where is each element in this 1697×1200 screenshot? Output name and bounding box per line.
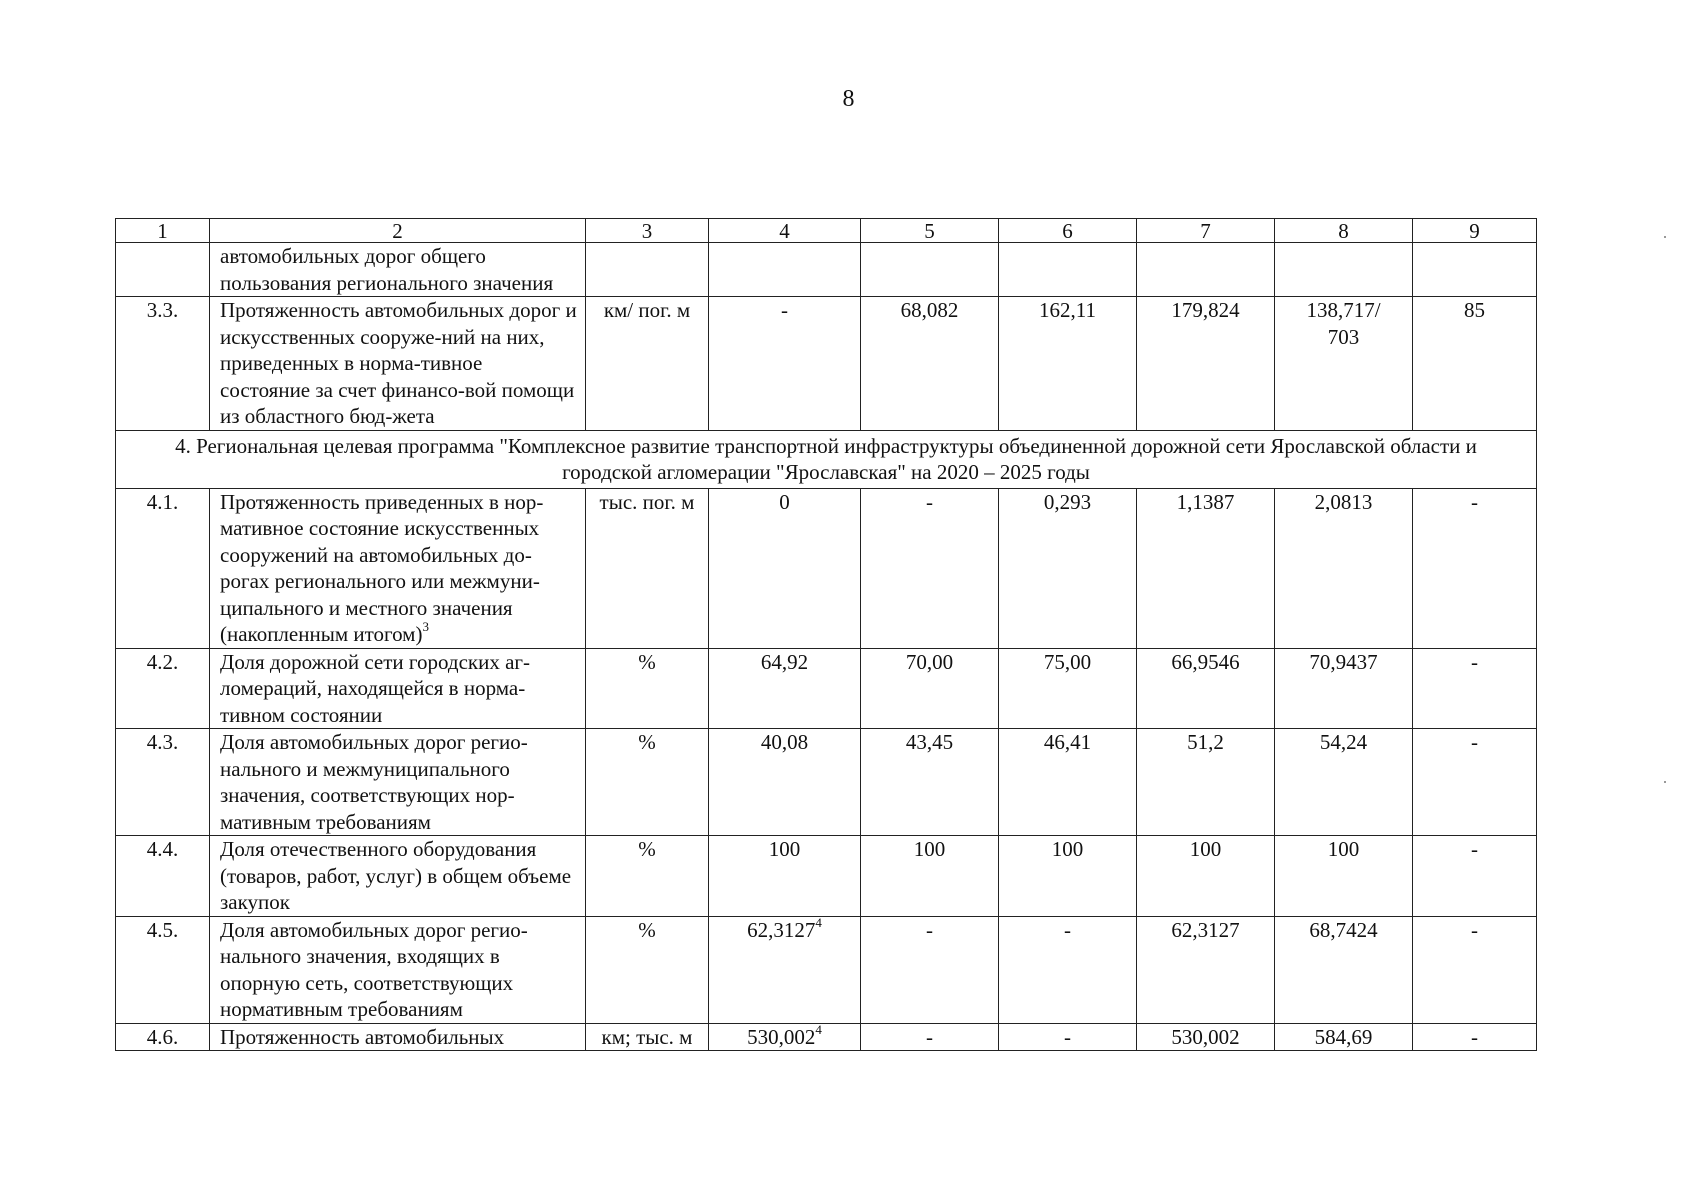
header-cell: 9 [1413,219,1537,243]
value-cell: 138,717/ 703 [1275,297,1413,431]
unit-cell: % [586,916,709,1023]
value-text: 62,3127 [747,917,816,942]
value-cell: 68,7424 [1275,916,1413,1023]
value-cell: 54,24 [1275,729,1413,836]
value-cell: 68,082 [861,297,999,431]
table-row [116,916,1537,1023]
footnote-mark: 4 [815,914,822,930]
table-row [116,836,1537,917]
scan-speck [1664,781,1666,783]
footnote-mark: 4 [815,1021,822,1037]
table-row [116,297,1537,431]
value-cell: - [861,916,999,1023]
table-row [116,488,1537,648]
unit-cell: % [586,836,709,917]
value-cell: 43,45 [861,729,999,836]
value-cell: 70,00 [861,648,999,729]
scan-speck [1664,236,1666,238]
row-number: 4.5. [116,916,210,1023]
row-number: 4.3. [116,729,210,836]
indicator-name: Доля автомобильных дорог регио-нального значения, входящих в опорную сеть, соответствующих нормативным требованиям [210,916,586,1023]
unit-cell [586,243,709,297]
indicators-table [115,218,1537,1051]
value-cell: - [999,916,1137,1023]
indicator-name [210,488,586,648]
value-cell [1137,243,1275,297]
value-cell: - [999,1023,1137,1051]
value-cell: 100 [1137,836,1275,917]
table-row [116,243,1537,297]
indicator-text: Протяженность приведенных в нор-мативное состояние искусственных сооружений на автомобильных до-рогах регионального или межмуни-ципального и местного значения (накопленным итогом) [220,489,544,646]
value-cell: 85 [1413,297,1537,431]
row-number [116,243,210,297]
unit-cell: % [586,729,709,836]
indicator-name: Доля автомобильных дорог регио-нального и межмуниципального значения, соответствующих нор-мативным требованиям [210,729,586,836]
section-title: 4. Региональная целевая программа "Комплексное развитие транспортной инфраструктуры объединенной дорожной сети Ярославской области и городской агломерации "Ярославская" на 2020 – 2025 годы [116,430,1537,488]
table-row [116,729,1537,836]
value-cell: 162,11 [999,297,1137,431]
value-cell: 100 [999,836,1137,917]
row-number: 4.6. [116,1023,210,1051]
footnote-mark: 3 [422,619,429,634]
value-cell: 40,08 [709,729,861,836]
section-row [116,430,1537,488]
header-cell: 1 [116,219,210,243]
indicator-name: автомобильных дорог общего пользования регионального значения [210,243,586,297]
value-cell: - [1413,488,1537,648]
indicator-name: Доля дорожной сети городских аг-ломераций, находящейся в норма-тивном состоянии [210,648,586,729]
value-cell: 179,824 [1137,297,1275,431]
header-cell: 5 [861,219,999,243]
value-cell: 1,1387 [1137,488,1275,648]
header-cell: 8 [1275,219,1413,243]
value-cell: - [861,1023,999,1051]
value-cell: - [1413,729,1537,836]
value-cell: 64,92 [709,648,861,729]
header-cell: 4 [709,219,861,243]
value-cell: 2,0813 [1275,488,1413,648]
row-number: 4.1. [116,488,210,648]
header-cell: 6 [999,219,1137,243]
value-cell: 0,293 [999,488,1137,648]
unit-cell: % [586,648,709,729]
table-row [116,648,1537,729]
indicator-name: Протяженность автомобильных [210,1023,586,1051]
row-number: 4.4. [116,836,210,917]
header-cell: 2 [210,219,586,243]
indicator-name: Протяженность автомобильных дорог и искусственных сооруже-ний на них, приведенных в норма-тивное состояние за счет финансо-вой помощи из областного бюд-жета [210,297,586,431]
value-cell: - [1413,836,1537,917]
row-number: 3.3. [116,297,210,431]
value-cell: - [709,297,861,431]
table-header-row [116,219,1537,243]
value-cell: 66,9546 [1137,648,1275,729]
unit-cell: км; тыс. м [586,1023,709,1051]
value-cell: - [1413,916,1537,1023]
value-cell: - [1413,1023,1537,1051]
row-number: 4.2. [116,648,210,729]
value-cell [709,243,861,297]
value-cell [1413,243,1537,297]
value-cell [1275,243,1413,297]
value-cell: - [861,488,999,648]
value-cell: 100 [1275,836,1413,917]
header-cell: 7 [1137,219,1275,243]
value-cell: 70,9437 [1275,648,1413,729]
value-cell [709,1023,861,1051]
value-cell [709,916,861,1023]
value-cell: 100 [861,836,999,917]
value-cell [861,243,999,297]
value-cell [999,243,1137,297]
value-cell: 100 [709,836,861,917]
value-cell: 584,69 [1275,1023,1413,1051]
indicator-name: Доля отечественного оборудования (товаров, работ, услуг) в общем объеме закупок [210,836,586,917]
unit-cell: км/ пог. м [586,297,709,431]
value-cell: 75,00 [999,648,1137,729]
value-cell: - [1413,648,1537,729]
unit-cell: тыс. пог. м [586,488,709,648]
page-number: 8 [842,86,855,112]
value-cell: 62,3127 [1137,916,1275,1023]
value-cell: 530,002 [1137,1023,1275,1051]
value-cell: 51,2 [1137,729,1275,836]
value-text: 530,002 [747,1024,816,1049]
value-cell: 46,41 [999,729,1137,836]
header-cell: 3 [586,219,709,243]
table-row [116,1023,1537,1051]
value-cell: 0 [709,488,861,648]
